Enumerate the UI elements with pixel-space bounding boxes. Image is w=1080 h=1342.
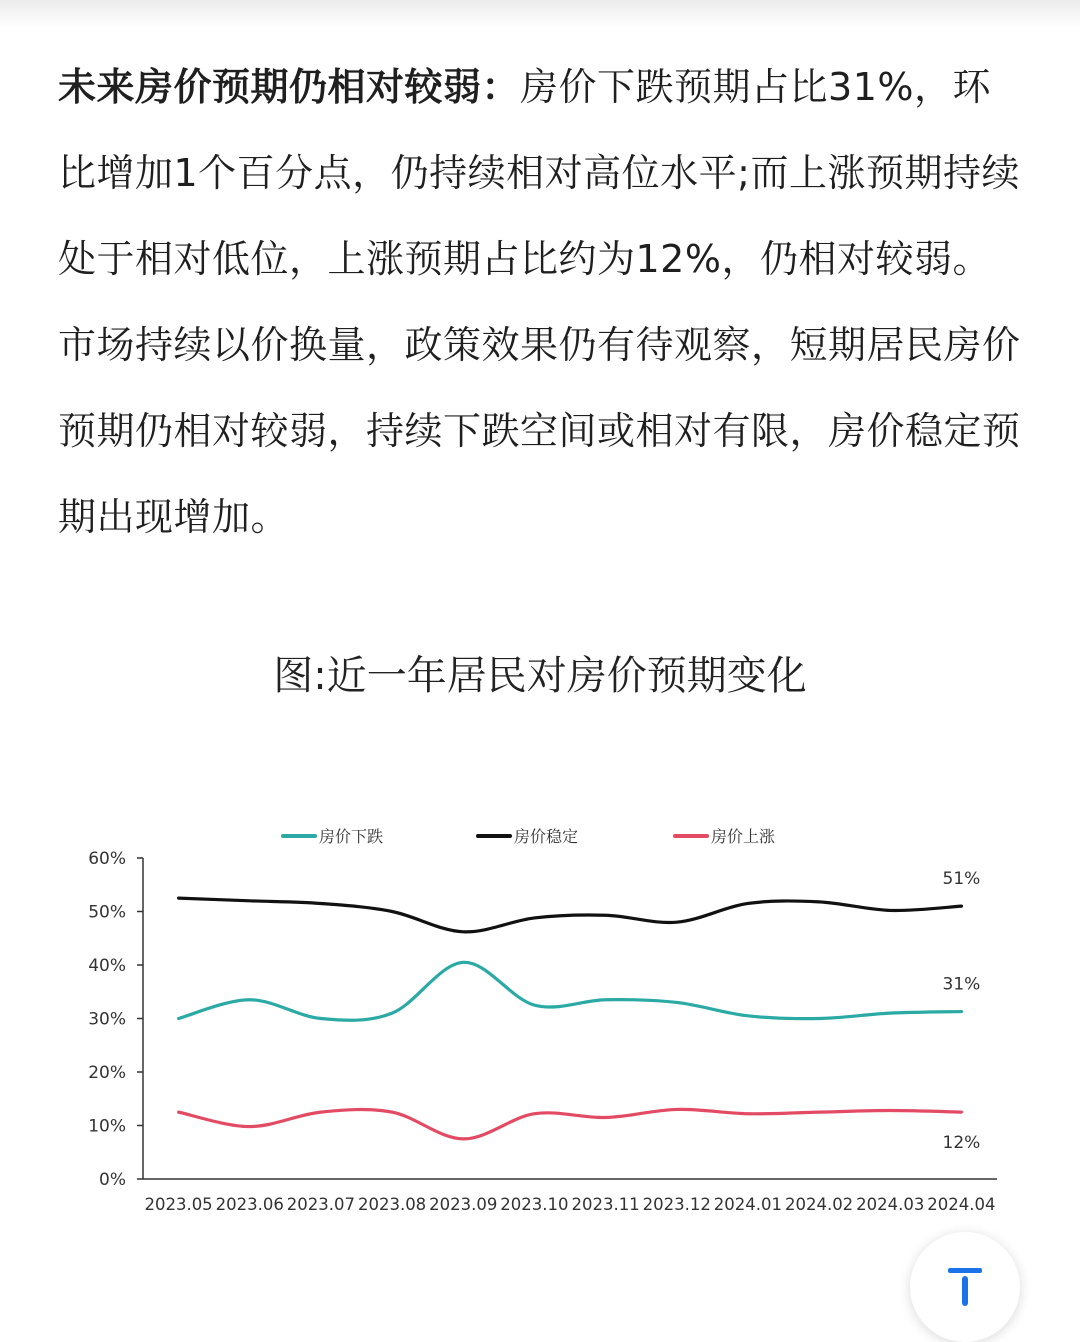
x-tick-label: 2023.09 — [429, 1195, 498, 1214]
x-tick-label: 2024.03 — [856, 1195, 925, 1214]
y-tick-label: 30% — [88, 1009, 126, 1030]
series-line-up — [179, 1109, 962, 1138]
chart-axes — [88, 849, 997, 1214]
x-tick-label: 2023.12 — [642, 1195, 711, 1214]
x-tick-label: 2023.08 — [357, 1195, 427, 1214]
x-tick-label: 2023.11 — [571, 1195, 640, 1214]
y-tick-label: 60% — [88, 849, 126, 869]
legend-label: 房价上涨 — [711, 827, 776, 846]
x-tick-label: 2023.05 — [144, 1195, 213, 1214]
chart-series — [179, 898, 962, 1139]
article-lead: 未来房价预期仍相对较弱： — [58, 65, 521, 109]
y-tick-label: 10% — [88, 1116, 126, 1137]
back-to-top-arrow-stem — [962, 1276, 968, 1306]
back-to-top-button[interactable] — [910, 1232, 1020, 1342]
legend-label: 房价稳定 — [514, 827, 579, 846]
series-end-label: 12% — [942, 1133, 981, 1154]
series-end-label: 51% — [942, 869, 981, 890]
series-line-down — [179, 962, 962, 1020]
x-tick-label: 2024.02 — [784, 1195, 854, 1214]
x-tick-label: 2023.07 — [286, 1195, 356, 1214]
y-tick-label: 0% — [99, 1170, 126, 1190]
legend-label: 房价下跌 — [319, 827, 384, 846]
chart-title: 图:近一年居民对房价预期变化 — [273, 653, 807, 699]
x-tick-label: 2023.06 — [215, 1195, 284, 1214]
article-body: 房价下跌预期占比31%，环比增加1个百分点，仍持续相对高位水平;而上涨预期持续处于相对低位，上涨预期占比约为12%，仍相对较弱。市场持续以价换量，政策效果仍有待观察，短期居民房价预期仍相对较弱，持续下跌空间或相对有限，房价稳定预期出现增加。 — [58, 65, 1021, 539]
x-tick-label: 2024.04 — [927, 1195, 996, 1214]
chart-legend — [283, 827, 775, 846]
series-line-stable — [179, 898, 962, 932]
y-tick-label: 20% — [88, 1063, 126, 1083]
y-tick-label: 40% — [88, 956, 126, 976]
x-tick-label: 2023.10 — [500, 1195, 569, 1214]
y-tick-label: 50% — [88, 902, 126, 923]
series-end-label: 31% — [942, 974, 981, 995]
back-to-top-icon — [948, 1268, 982, 1273]
x-tick-label: 2024.01 — [713, 1195, 783, 1214]
